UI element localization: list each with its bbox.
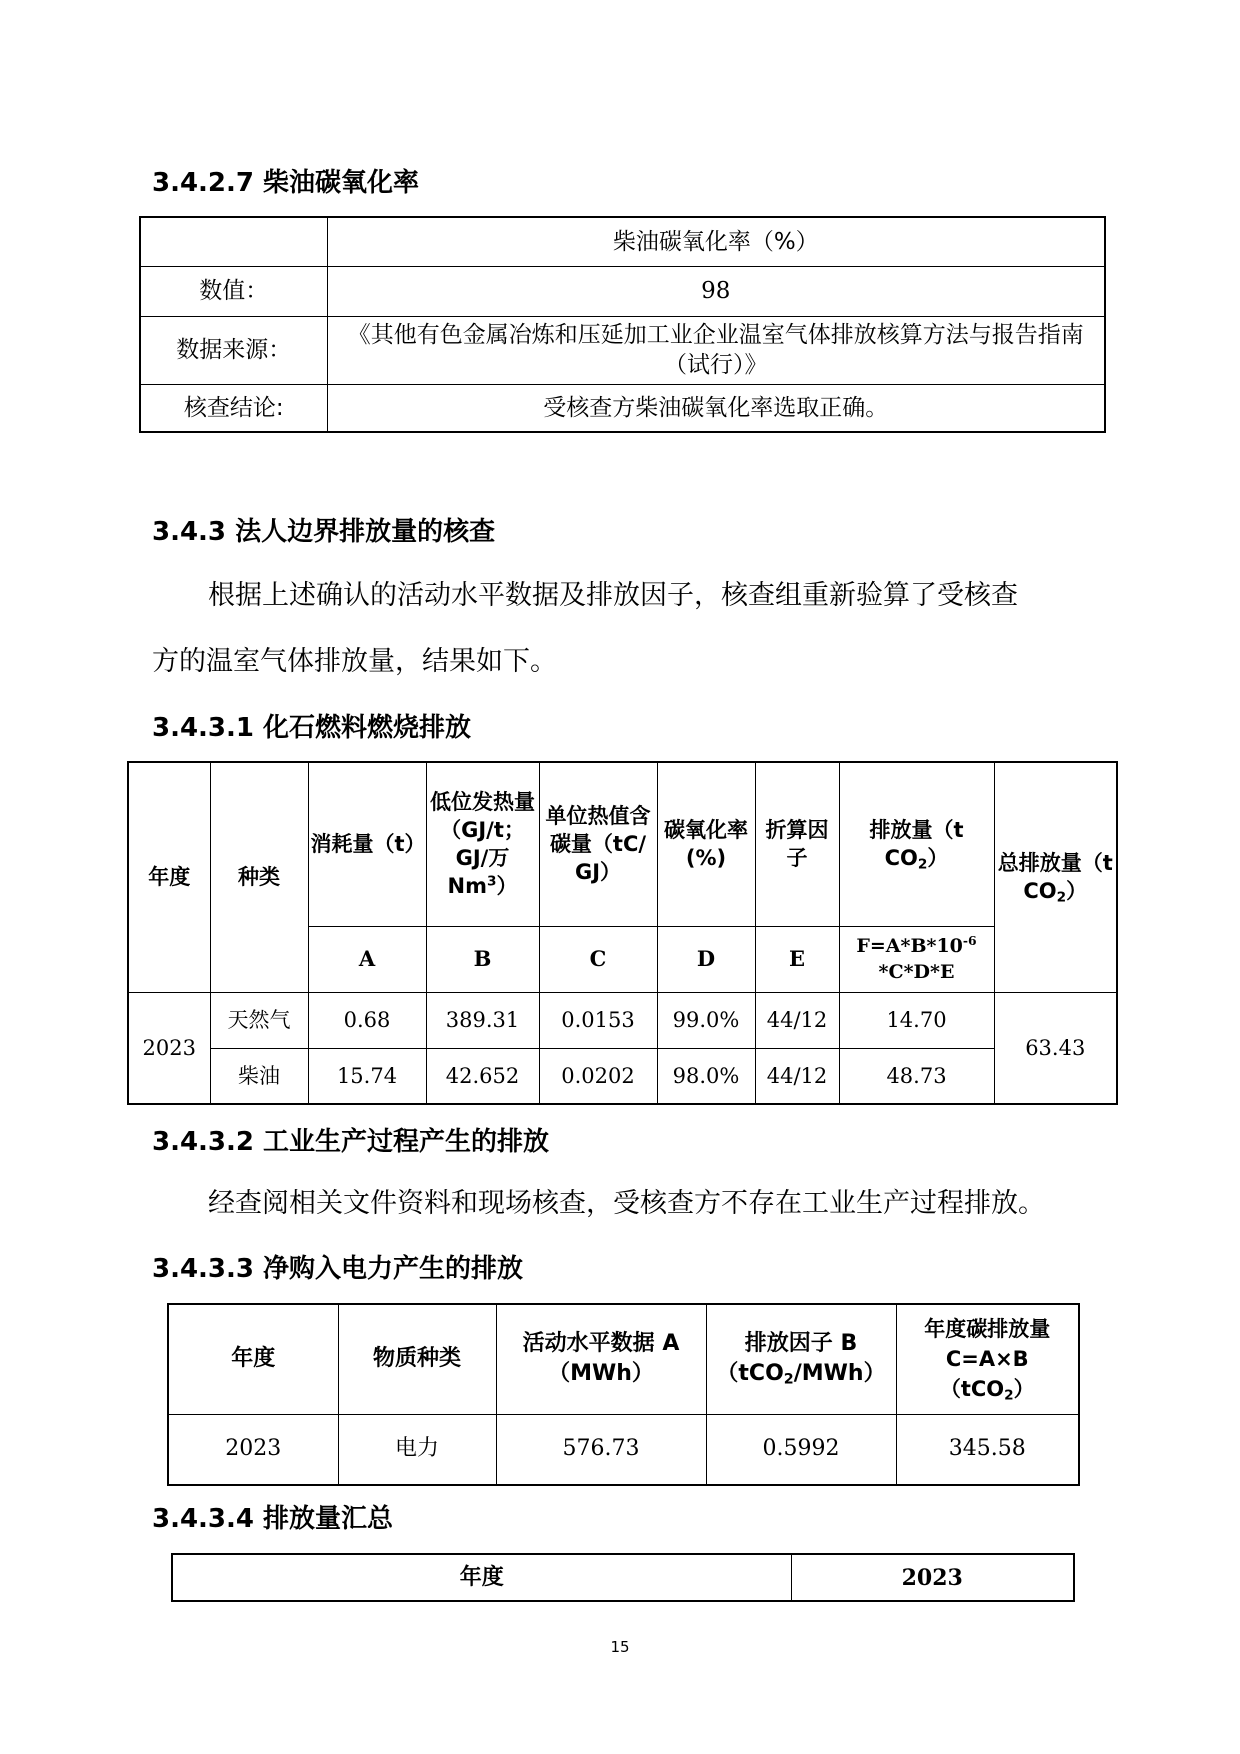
value-b: 42.652 — [426, 1048, 539, 1104]
value-e: 44/12 — [755, 992, 839, 1048]
kind-cell: 天然气 — [210, 992, 308, 1048]
header-year: 年度 — [168, 1304, 338, 1414]
value-f: 48.73 — [839, 1048, 994, 1104]
heading-3-4-3-1: 3.4.3.1 化石燃料燃烧排放 — [152, 713, 472, 743]
letter-d: D — [657, 926, 755, 992]
value-d: 98.0% — [657, 1048, 755, 1104]
kind-cell: 电力 — [338, 1414, 496, 1485]
table-header: 柴油碳氧化率（%） — [327, 217, 1105, 266]
letter-b: B — [426, 926, 539, 992]
row-label: 数据来源： — [140, 316, 327, 384]
row-label: 核查结论: — [140, 384, 327, 432]
total-cell: 63.43 — [994, 992, 1117, 1104]
table-row — [168, 1414, 1079, 1485]
header-total: 总排放量（t $CO_2$） — [994, 762, 1117, 992]
paragraph-line-1: 根据上述确认的活动水平数据及排放因子，核查组重新验算了受核查 — [208, 580, 1018, 611]
empty-cell — [140, 217, 327, 266]
heading-3-4-3-4: 3.4.3.4 排放量汇总 — [152, 1504, 394, 1534]
header-oxidation: 碳氧化率(%) — [657, 762, 755, 926]
header-annual: 年度碳排放量 C=A×B（tCO$_2$） — [896, 1304, 1079, 1414]
value-a: 576.73 — [496, 1414, 706, 1485]
header-kind: 种类 — [210, 762, 308, 992]
header-consumption: 消耗量（t） — [308, 762, 426, 926]
header-carbon-content: 单位热值含碳量（tC/GJ） — [539, 762, 657, 926]
value-b: 389.31 — [426, 992, 539, 1048]
heading-3-4-3-3: 3.4.3.3 净购入电力产生的排放 — [152, 1254, 524, 1284]
header-factor: 折算因子 — [755, 762, 839, 926]
value-c: 345.58 — [896, 1414, 1079, 1485]
summary-year-value: 2023 — [791, 1554, 1074, 1601]
value-c: 0.0153 — [539, 992, 657, 1048]
row-label: 数值： — [140, 266, 327, 316]
value-a: 0.68 — [308, 992, 426, 1048]
value-a: 15.74 — [308, 1048, 426, 1104]
diesel-oxidation-table — [139, 216, 1106, 433]
header-activity: 活动水平数据 A （MWh） — [496, 1304, 706, 1414]
header-emission: 排放量（t $CO_2$） — [839, 762, 994, 926]
table-row — [128, 992, 1117, 1048]
heading-3-4-3: 3.4.3 法人边界排放量的核查 — [152, 517, 496, 547]
paragraph-line-2: 方的温室气体排放量，结果如下。 — [152, 646, 557, 677]
summary-table — [171, 1553, 1075, 1602]
summary-year-label: 年度 — [172, 1554, 791, 1601]
value-c: 0.0202 — [539, 1048, 657, 1104]
row-value: 98 — [327, 266, 1105, 316]
value-b: 0.5992 — [706, 1414, 896, 1485]
electricity-table — [167, 1303, 1080, 1486]
kind-cell: 柴油 — [210, 1048, 308, 1104]
letter-c: C — [539, 926, 657, 992]
fossil-fuel-table — [127, 761, 1118, 1105]
heading-3-4-2-7: 3.4.2.7 柴油碳氧化率 — [152, 168, 420, 198]
row-value: 《其他有色金属冶炼和压延加工业企业温室气体排放核算方法与报告指南（试行）》 — [327, 316, 1105, 384]
table-row — [128, 1048, 1117, 1104]
heading-3-4-3-2: 3.4.3.2 工业生产过程产生的排放 — [152, 1127, 550, 1157]
year-cell: 2023 — [168, 1414, 338, 1485]
header-factor: 排放因子 B （tCO$_2$/MWh） — [706, 1304, 896, 1414]
formula-f: $F=A*B*10^{-6}$ *C*D*E — [839, 926, 994, 992]
letter-e: E — [755, 926, 839, 992]
value-f: 14.70 — [839, 992, 994, 1048]
paragraph-process: 经查阅相关文件资料和现场核查，受核查方不存在工业生产过程排放。 — [208, 1188, 1045, 1219]
year-cell: 2023 — [128, 992, 210, 1104]
page-number: 15 — [610, 1638, 630, 1656]
letter-a: A — [308, 926, 426, 992]
row-value: 受核查方柴油碳氧化率选取正确。 — [327, 384, 1105, 432]
header-kind: 物质种类 — [338, 1304, 496, 1414]
header-ncv: 低位发热量（GJ/t；GJ/万Nm$^3$） — [426, 762, 539, 926]
header-year: 年度 — [128, 762, 210, 992]
value-d: 99.0% — [657, 992, 755, 1048]
value-e: 44/12 — [755, 1048, 839, 1104]
